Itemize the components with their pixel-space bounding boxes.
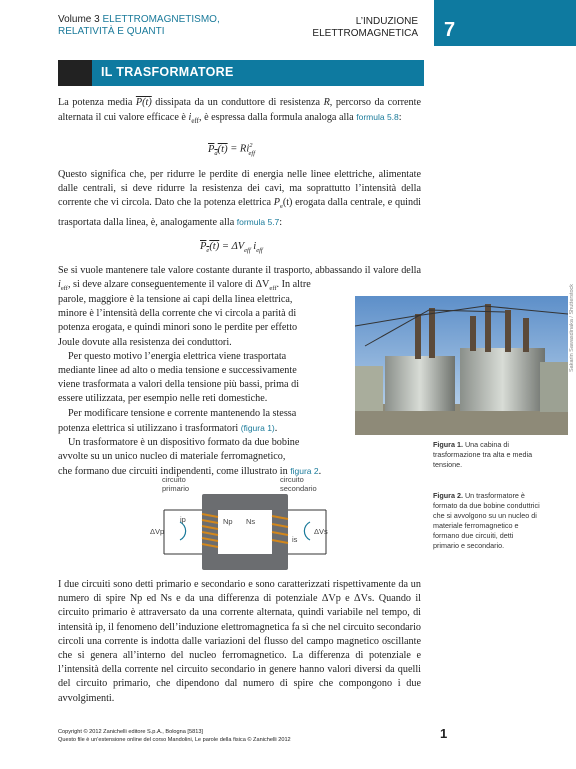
paragraph-2: Questo significa che, per ridurre le perdite di energia nelle linee elettriche, alimentate dalle centrali, si deve ridurre la resistenza dei cavi, ma soprattutto l’intensità della corrente che vi circola. Dato che la potenza elettrica $P_e(t)$ erogata dalla centrale, e quindi trasportata dalla linea, è, analogamente alla formula 5.7: — [58, 169, 422, 228]
chapter-number: 7 — [444, 19, 456, 41]
line: potenza elettrica si utilizzano i trasformatori — [58, 422, 241, 434]
line: avvolte su un unico nucleo di materiale ferromagnetico, — [58, 451, 286, 463]
volume-label: Volume 3 — [58, 14, 100, 25]
footer-line-1: Copyright © 2012 Zanichelli editore S.p.A., Bologna [5813] — [58, 729, 203, 735]
label-ip: ip — [180, 515, 186, 524]
chapter-title-2: ELETTROMAGNETICA — [312, 28, 418, 39]
chapter-badge — [434, 0, 576, 46]
symbol-current: i — [188, 112, 192, 124]
figure-2-ref[interactable]: figura 2 — [290, 466, 319, 477]
caption-label: Figura 1. — [433, 440, 463, 449]
line: che formano due circuiti indipendenti, come illustrato in — [58, 466, 291, 478]
substation-image — [355, 296, 568, 435]
footer-line-2: Questo file è un’estensione online del corso Mandolini, Le parole della fisica © Zanichelli 2012 — [58, 737, 291, 743]
figure-1-ref[interactable]: (figura 1) — [240, 422, 275, 433]
volume-title-1: ELETTROMAGNETISMO, — [102, 14, 220, 25]
subscript: eff — [191, 117, 199, 126]
caption-label: Figura 2. — [433, 491, 463, 500]
section-title: IL TRASFORMATORE — [101, 65, 234, 79]
figure-2-caption — [433, 491, 541, 551]
label-primary-2: primario — [162, 484, 190, 493]
symbol-power: P(t) — [135, 97, 152, 108]
page-number: 1 — [440, 726, 448, 741]
paragraph-3: Se si vuole mantenere tale valore costante durante il trasporto, abbassando il valore della $i_{eff}$, si deve alzare conseguentemente il valore di $\Delta V_{eff}$. In altre — [58, 265, 421, 293]
chapter-title-1: L’INDUZIONE — [355, 16, 418, 27]
text: : — [398, 112, 402, 124]
line: Un trasformatore è un dispositivo formato da due bobine — [68, 437, 300, 449]
photo-credit: Sakarin Sawasdinaka / Shutterstock — [569, 283, 575, 372]
text: , è espressa dalla formula analoga alla — [198, 112, 357, 124]
label-Vp: ΔVp — [150, 527, 165, 536]
line: parole, maggiore è la tensione ai capi della linea elettrica, — [58, 294, 293, 305]
paragraph-3-continued: parole, maggiore è la tensione ai capi della linea elettrica, minore è l’intensità della corrente che vi circola a parità di potenza erogata, e quindi minori sono le perdite per effetto Joule dovute alla resistenza dei conduttori. Per questo motivo l’energia elettrica viene trasportata mediante linee ad alto o media tensione e successivamente viene trasformata a valori della tensione più bassi, prima di essere utilizzata, per esempio nelle reti domestiche. Per modificare tensione e corrente mantenendo la stessa potenza elettrica si utilizzano i trasformatori (figura 1). Un trasformatore è un dispositivo formato da due bobine avvolte su un unico nucleo di materiale ferromagnetico, che formano due circuiti indipendenti, come illustrato in figura 2. — [58, 293, 348, 480]
label-Np: Np — [223, 517, 233, 526]
paragraph-1 — [58, 96, 421, 128]
text: La potenza media — [58, 97, 136, 108]
label-primary-1: circuito — [162, 475, 186, 484]
symbol-resistance: R — [323, 97, 330, 108]
figure-1-caption — [433, 440, 541, 470]
section-title-marker — [58, 60, 92, 86]
label-Ns: Ns — [246, 517, 256, 526]
line: Per questo motivo l’energia elettrica viene trasportata — [68, 350, 287, 362]
chapter-header — [312, 16, 418, 40]
line: Per modificare tensione e corrente mantenendo la stessa — [68, 407, 297, 419]
text: dissipata da un conduttore di resistenza — [151, 97, 324, 108]
line: Joule dovute alla resistenza dei conduttori. — [58, 336, 232, 348]
text: Questo significa che, per ridurre le perdite di energia nelle linee elettriche, alimentate dalle centrali, si deve ridurre la resistenza dei cavi, ma soprattutto l’intensità della corrente che vi circola. Dato che la potenza elettrica — [58, 169, 421, 209]
volume-title-2: RELATIVITÀ E QUANTI — [58, 26, 165, 37]
text: , si deve alzare conseguentemente il valore di ΔV — [67, 279, 270, 291]
paragraph-7: I due circuiti sono detti primario e secondario e sono caratterizzati rispettivamente da un numero di spire Np ed Ns e da una differenza di potenziale ΔVp e ΔVs. Quando il circuito primario è attraversato da una corrente alternata, quindi variabile nel tempo, di intensità ip, il fenomeno dell’induzione elettromagnetica fa sì che nel circuito secondario circoli una corrente is indotta dalle variazioni del flusso del campo magnetico oscillante che si genera all’interno del nucleo ferromagnetico. La differenza di potenziale e l’intensità della corrente nel circuito secondario in genere hanno valori diversi da quelli del circuito primario, che dipendono dal numero di spire che compongono i due avvolgimenti. — [58, 579, 421, 704]
formula-ref-5-7[interactable]: formula 5.7 — [236, 216, 280, 227]
text: Se si vuole mantenere tale valore costante durante il trasporto, abbassando il valore della — [58, 265, 421, 276]
line: mediante linee ad alto o media tensione e successivamente — [58, 365, 297, 377]
volume-header — [58, 14, 220, 38]
text: , percorso da corrente alternata il cui valore efficace è — [58, 97, 421, 124]
line: minore è l’intensità della corrente che vi circola a parità di — [58, 308, 297, 320]
caption-text: Una cabina di trasformazione tra alta e media tensione. — [433, 440, 533, 469]
copyright-footer — [58, 728, 291, 744]
transformer-diagram — [150, 472, 340, 574]
text: . In altre — [276, 279, 311, 291]
label-is: is — [292, 535, 298, 544]
formula-ref-5-8[interactable]: formula 5.8 — [356, 112, 399, 123]
label-secondary-1: circuito — [280, 475, 304, 484]
formula-1: $P_d(t) = Ri^2_{eff}$ — [208, 142, 256, 157]
label-secondary-2: secondario — [280, 484, 317, 493]
figure-1-photo — [355, 296, 568, 435]
line: viene trasformata a valori della tensione più bassi, prima di — [58, 379, 300, 391]
label-Vs: ΔVs — [314, 527, 328, 536]
line: essere utilizzata, per esempio nelle reti domestiche. — [58, 393, 268, 405]
text: (t) erogata dalla centrale, e quindi trasportata dalla linea, è, analogamente alla — [58, 197, 422, 228]
formula-2: $P_e(t) = \Delta V_{eff}$ $i_{eff}$ — [200, 241, 263, 255]
line: potenza erogata, e quindi minori sono le perdite per effetto — [58, 322, 298, 334]
caption-text: Un trasformatore è formato da due bobine conduttrici che si avvolgono su un nucleo di materiale ferromagnetico e formano due circuiti, detti primario e secondario. — [433, 491, 540, 550]
